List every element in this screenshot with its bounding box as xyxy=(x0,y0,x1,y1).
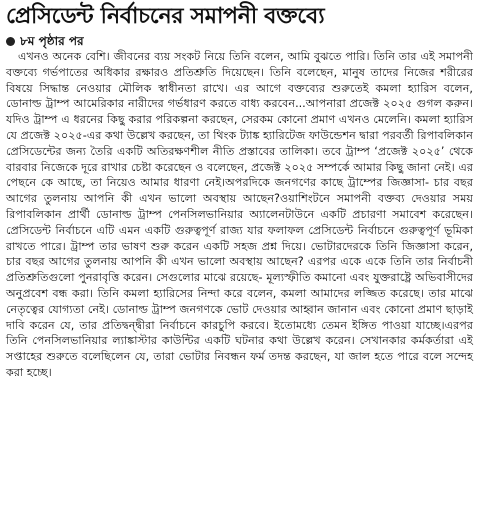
article-headline: প্রেসিডেন্ট নির্বাচনের সমাপনী বক্তব্যে xyxy=(6,4,325,29)
continued-label: ৮ম পৃষ্ঠার পর xyxy=(20,34,84,48)
article-body-text: এখনও অনেক বেশি। জীবনের ব্যয় সংকট নিয়ে তিনি বলেন, আমি বুঝতে পারি। তিনি তার এই সমাপনী বক্তব্যে গর্ভপাতের অধিকার রক্ষারও প্রতিশ্রুতি দিয়েছেন। তিনি বলেছেন, মানুষ তাদের নিজের শরীরের বিষয়ে সিদ্ধান্ত নেওয়ার মৌলিক স্বাধীনতা রাখে। এর আগে বক্তব্যের শুরুতেই কমলা হ্যারিস বলেন, ডোনাল্ড ট্রাম্প আমেরিকার নারীদের গর্ভধারণ করতে বাধ্য করবেন...আপনারা প্রজেক্ট ২০২৫ গুগল করুন। যদিও ট্রাম্প এ ধরনের কিছু করার পরিকল্পনা করছেন, সেরকম কোনো প্রমাণ এখনও মেলেনি। কমলা হ্যারিস যে প্রজেক্ট ২০২৫-এর কথা উল্লেখ করছেন, তা থিংক ট্যাঙ্ক হ্যারিটেজ ফাউন্ডেশন দ্বারা পরবর্তী রিপাবলিকান প্রেসিডেন্টের জন্য তৈরি একটি অতিরক্ষণশীল নীতি প্রস্তাবের তালিকা। তবে ট্রাম্প ‘প্রজেক্ট ২০২৫’ থেকে বারবার নিজেকে দূরে রাখার চেষ্টা করেছেন ও বলেছেন, প্রজেক্ট ২০২৫ সম্পর্কে আমার কিছু জানা নেই। এর পেছনে কে আছে, তা নিয়েও আমার ধারণা নেই।অপরদিকে জনগণের কাছে ট্রাম্পের জিজ্ঞাসা- চার বছর আগের তুলনায় আপনি কী এখন ভালো অবস্থায় আছেন?ওয়াশিংটনে সমাপনী বক্তব্য দেওয়ার সময় রিপাবলিকান প্রার্থী ডোনাল্ড ট্রাম্প পেনসিলভানিয়ার অ্যালেনটাউনে একটি প্রচারণা সমাবেশ করেছেন। প্রেসিডেন্ট নির্বাচনে এটি এমন একটি গুরুত্বপূর্ণ রাজ্য যার ফলাফল প্রেসিডেন্ট নির্বাচনে গুরুত্বপূর্ণ ভূমিকা রাখতে পারে। ট্রাম্প তার ভাষণ শুরু করেন একটি সহজ প্রশ্ন দিয়ে। ভোটারদেরকে তিনি জিজ্ঞাসা করেন, চার বছর আগের তুলনায় আপনি কী এখন ভালো অবস্থায় আছেন? এরপর একে একে তিনি তার নির্বাচনী প্রতিশ্রুতিগুলো পুনরাবৃত্তি করেন। সেগুলোর মাঝে রয়েছে- মূল্যস্ফীতি কমানো এবং যুক্তরাষ্ট্রে অভিবাসীদের অনুপ্রবেশ বন্ধ করা। তিনি কমলা হ্যারিসের নিন্দা করে বলেন, কমলা আমাদের লজ্জিত করেছে। তার মাঝে নেতৃত্বের যোগ্যতা নেই। ডোনাল্ড ট্রাম্প জনগণকে ভোট দেওয়ার আহ্বান জানান এবং কোনো প্রমাণ ছাড়াই দাবি করেন যে, তার প্রতিদ্বন্দ্বীরা নির্বাচনে কারচুপি করবে। ইতোমধ্যে তেমন ইঙ্গিত পাওয়া যাচ্ছে।এরপর তিনি পেনসিলভানিয়ার ল্যাঙ্কাস্টার কাউন্টির একটি ঘটনার কথা উল্লেখ করেন। সেখানকার কর্মকর্তারা এই সপ্তাহের শুরুতে বলেছিলেন যে, তারা ভোটার নিবন্ধন ফর্ম তদন্ত করছেন, যা জাল হতে পারে বলে সন্দেহ করা হচ্ছে। xyxy=(6,50,474,379)
continued-from-marker xyxy=(6,34,473,48)
article-body xyxy=(6,49,473,381)
bullet-icon xyxy=(6,37,15,46)
